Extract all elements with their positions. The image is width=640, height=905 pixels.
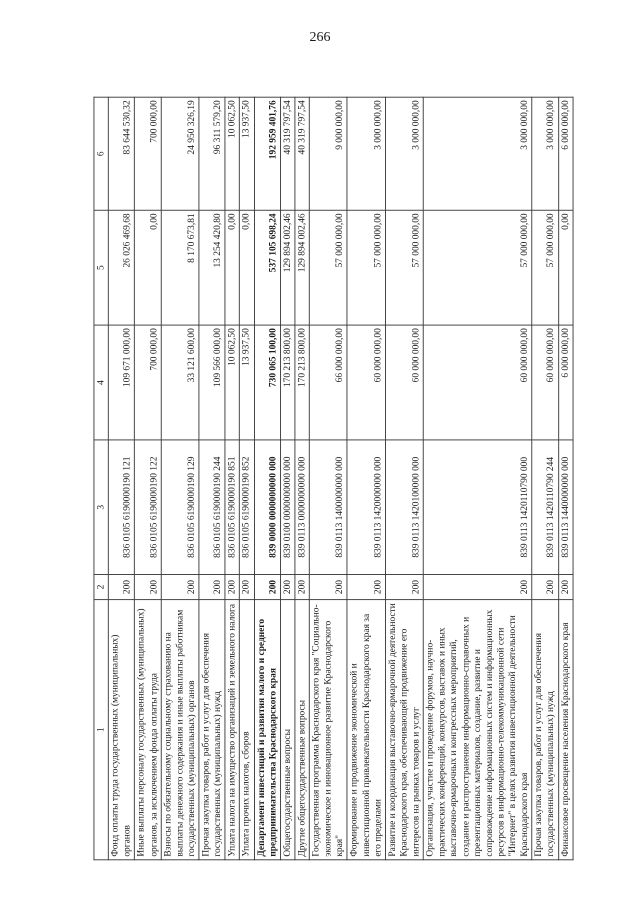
row-executed-amount: 57 000 000,00 <box>347 210 385 325</box>
table-row <box>134 97 160 860</box>
table-row <box>294 97 308 860</box>
column-header: 1 <box>93 599 107 859</box>
row-approved-amount: 60 000 000,00 <box>347 325 385 440</box>
row-approved-amount: 109 566 000,00 <box>198 325 224 440</box>
row-approved-amount: 66 000 000,00 <box>309 325 347 440</box>
row-executed-amount: 57 000 000,00 <box>385 210 423 325</box>
row-name: Уплата налога на имущество организаций и земельного налога <box>225 599 239 859</box>
row-line-code: 200 <box>134 574 160 599</box>
row-executed-amount: 129 894 002,46 <box>280 210 294 325</box>
budget-table <box>93 96 573 860</box>
table-row <box>239 97 253 860</box>
column-header: 5 <box>93 210 107 325</box>
row-line-code: 200 <box>309 574 347 599</box>
row-remaining-amount: 10 062,50 <box>225 97 239 210</box>
row-executed-amount: 13 254 420,80 <box>198 210 224 325</box>
row-executed-amount: 537 105 698,24 <box>254 210 280 325</box>
row-budget-code: 839 0113 1400000000 000 <box>309 439 347 574</box>
row-line-code: 200 <box>198 574 224 599</box>
row-line-code: 200 <box>254 574 280 599</box>
row-line-code: 200 <box>532 574 558 599</box>
row-name: Прочая закупка товаров, работ и услуг для обеспечения государственных (муниципальных) нужд <box>532 599 558 859</box>
row-line-code: 200 <box>385 574 423 599</box>
row-executed-amount: 129 894 002,46 <box>294 210 308 325</box>
row-name: Организация, участие и проведение форумов, научно-практических конференций, конкурсов, выставок и иных выставочно-ярмарочных и конгрессных мероприятий, создание и распространение информационно-справочных и презентационных материалов, создание, развитие и сопровождение информационных систем и информационных ресурсов в информационно-телекоммуникационной сети "Интернет" в целях развития инвестиционной деятельности Краснодарского края <box>423 599 532 859</box>
row-remaining-amount: 24 950 326,19 <box>160 97 198 210</box>
row-line-code: 200 <box>239 574 253 599</box>
row-executed-amount: 8 170 673,81 <box>160 210 198 325</box>
row-approved-amount: 33 121 600,00 <box>160 325 198 440</box>
column-header: 3 <box>93 439 107 574</box>
row-name: Другие общегосударственные вопросы <box>294 599 308 859</box>
table-row <box>347 97 385 860</box>
row-budget-code: 839 0100 0000000000 000 <box>280 439 294 574</box>
row-line-code: 200 <box>225 574 239 599</box>
row-name: Формирование и продвижение экономической и инвестиционной привлекательности Краснодарского края за его пределами <box>347 599 385 859</box>
row-line-code: 200 <box>160 574 198 599</box>
row-approved-amount: 60 000 000,00 <box>532 325 558 440</box>
row-name: Финансовое просвещение населения Краснодарского края <box>558 599 572 859</box>
budget-table-body <box>93 97 572 860</box>
row-approved-amount: 13 937,50 <box>239 325 253 440</box>
row-name: Прочая закупка товаров, работ и услуг для обеспечения государственных (муниципальных) нужд <box>198 599 224 859</box>
row-approved-amount: 170 213 800,00 <box>294 325 308 440</box>
row-budget-code: 839 0113 1440000000 000 <box>558 439 572 574</box>
row-approved-amount: 6 000 000,00 <box>558 325 572 440</box>
table-row <box>532 97 558 860</box>
row-remaining-amount: 3 000 000,00 <box>385 97 423 210</box>
row-budget-code: 836 0105 6190000190 121 <box>108 439 134 574</box>
table-row <box>280 97 294 860</box>
row-name: Взносы по обязательному социальному страхованию на выплаты денежного содержания и иные выплаты работникам государственных (муниципальных) органов <box>160 599 198 859</box>
row-remaining-amount: 192 959 401,76 <box>254 97 280 210</box>
row-executed-amount: 0,00 <box>134 210 160 325</box>
row-name: Государственная программа Краснодарского края "Социально-экономическое и инновационное развитие Краснодарского края" <box>309 599 347 859</box>
row-executed-amount: 57 000 000,00 <box>423 210 532 325</box>
row-remaining-amount: 40 319 797,54 <box>294 97 308 210</box>
row-remaining-amount: 13 937,50 <box>239 97 253 210</box>
column-header: 6 <box>93 97 107 210</box>
row-line-code: 200 <box>294 574 308 599</box>
row-budget-code: 839 0113 0000000000 000 <box>294 439 308 574</box>
table-row <box>225 97 239 860</box>
page-number: 266 <box>309 30 331 45</box>
row-remaining-amount: 83 644 530,32 <box>108 97 134 210</box>
row-remaining-amount: 3 000 000,00 <box>347 97 385 210</box>
row-remaining-amount: 700 000,00 <box>134 97 160 210</box>
row-remaining-amount: 3 000 000,00 <box>423 97 532 210</box>
row-remaining-amount: 6 000 000,00 <box>558 97 572 210</box>
row-budget-code: 836 0105 6190000190 851 <box>225 439 239 574</box>
row-budget-code: 836 0105 6190000190 129 <box>160 439 198 574</box>
row-approved-amount: 109 671 000,00 <box>108 325 134 440</box>
row-name: Развитие и координация выставочно-ярмарочной деятельности Краснодарского края, обеспечивающей продвижение его интересов на рынках товаров и услуг <box>385 599 423 859</box>
table-row <box>309 97 347 860</box>
row-line-code: 200 <box>347 574 385 599</box>
row-approved-amount: 700 000,00 <box>134 325 160 440</box>
table-row <box>385 97 423 860</box>
row-approved-amount: 170 213 800,00 <box>280 325 294 440</box>
row-budget-code: 839 0000 0000000000 000 <box>254 439 280 574</box>
row-executed-amount: 0,00 <box>225 210 239 325</box>
table-header-row <box>93 97 107 860</box>
row-remaining-amount: 40 319 797,54 <box>280 97 294 210</box>
rotated-table-wrapper <box>93 96 573 860</box>
row-executed-amount: 0,00 <box>558 210 572 325</box>
row-executed-amount: 26 026 469,68 <box>108 210 134 325</box>
row-approved-amount: 730 065 100,00 <box>254 325 280 440</box>
row-budget-code: 839 0113 1420110790 244 <box>532 439 558 574</box>
row-budget-code: 839 0113 1420000000 000 <box>347 439 385 574</box>
row-line-code: 200 <box>558 574 572 599</box>
table-row <box>558 97 572 860</box>
row-name: Иные выплаты персоналу государственных (муниципальных) органов, за исключением фонда оплаты труда <box>134 599 160 859</box>
row-budget-code: 836 0105 6190000190 244 <box>198 439 224 574</box>
row-line-code: 200 <box>280 574 294 599</box>
row-approved-amount: 10 062,50 <box>225 325 239 440</box>
row-budget-code: 836 0105 6190000190 852 <box>239 439 253 574</box>
table-row <box>108 97 134 860</box>
row-remaining-amount: 3 000 000,00 <box>532 97 558 210</box>
row-remaining-amount: 9 000 000,00 <box>309 97 347 210</box>
table-row <box>160 97 198 860</box>
row-executed-amount: 57 000 000,00 <box>309 210 347 325</box>
row-name: Общегосударственные вопросы <box>280 599 294 859</box>
table-row <box>423 97 532 860</box>
row-executed-amount: 57 000 000,00 <box>532 210 558 325</box>
row-budget-code: 839 0113 1420110790 000 <box>423 439 532 574</box>
column-header: 4 <box>93 325 107 440</box>
row-name: Департамент инвестиций и развития малого и среднего предпринимательства Краснодарского края <box>254 599 280 859</box>
row-budget-code: 836 0105 6190000190 122 <box>134 439 160 574</box>
row-budget-code: 839 0113 1420100000 000 <box>385 439 423 574</box>
row-name: Уплата прочих налогов, сборов <box>239 599 253 859</box>
row-executed-amount: 0,00 <box>239 210 253 325</box>
row-line-code: 200 <box>108 574 134 599</box>
column-header: 2 <box>93 574 107 599</box>
table-row <box>198 97 224 860</box>
table-row <box>254 97 280 860</box>
row-name: Фонд оплаты труда государственных (муниципальных) органов <box>108 599 134 859</box>
row-remaining-amount: 96 311 579,20 <box>198 97 224 210</box>
row-approved-amount: 60 000 000,00 <box>423 325 532 440</box>
row-line-code: 200 <box>423 574 532 599</box>
row-approved-amount: 60 000 000,00 <box>385 325 423 440</box>
